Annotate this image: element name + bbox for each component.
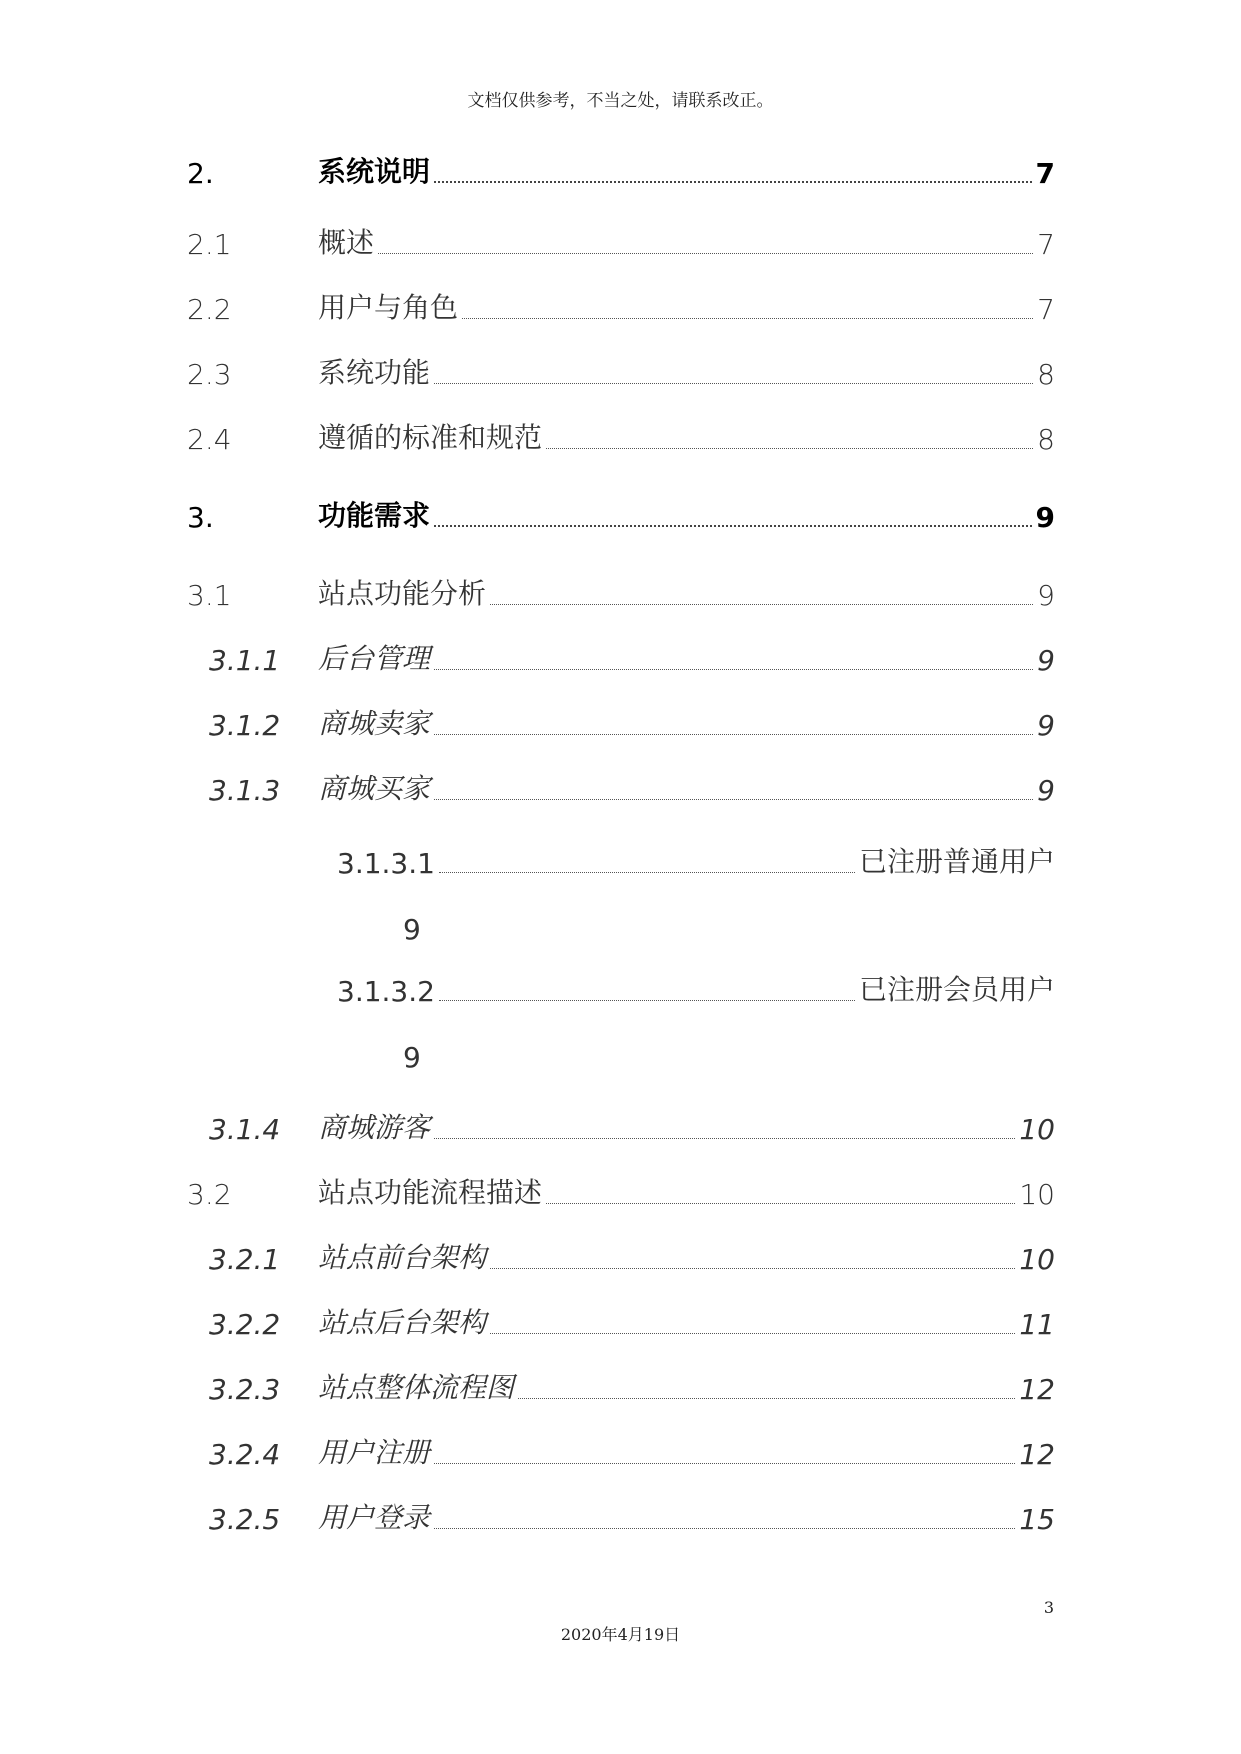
toc-entry[interactable] xyxy=(187,1236,1055,1276)
toc-number: 3.2 xyxy=(187,1178,232,1211)
toc-page: 9 xyxy=(403,913,421,946)
toc-title: 用户注册 xyxy=(318,1436,431,1469)
toc-page: 9 xyxy=(1037,709,1055,742)
toc-title: 用户登录 xyxy=(318,1501,431,1534)
toc-entry[interactable] xyxy=(187,767,1055,807)
toc-page: 7 xyxy=(1037,228,1055,261)
toc-number: 3.1.3.2 xyxy=(337,975,435,1008)
toc-entry[interactable] xyxy=(187,150,1055,190)
toc-leader xyxy=(439,872,855,873)
toc-page: 10 xyxy=(1019,1178,1055,1211)
page-number: 3 xyxy=(1043,1598,1054,1617)
toc-title: 站点后台架构 xyxy=(318,1306,487,1339)
toc-number: 3. xyxy=(187,501,214,534)
toc-entry[interactable] xyxy=(187,1106,1055,1146)
toc-entry[interactable] xyxy=(187,1366,1055,1406)
toc-entry[interactable] xyxy=(337,968,1055,1008)
toc-leader xyxy=(439,1000,855,1001)
toc-title: 商城游客 xyxy=(318,1111,431,1144)
toc-title: 站点功能流程描述 xyxy=(318,1176,543,1209)
toc-page: 15 xyxy=(1019,1503,1055,1536)
toc-number: 2. xyxy=(187,157,214,190)
toc-number: 3.1.2 xyxy=(209,709,281,742)
toc-title: 遵循的标准和规范 xyxy=(318,421,543,454)
toc-entry[interactable] xyxy=(187,572,1055,612)
toc-title: 已注册会员用户 xyxy=(858,973,1055,1006)
toc-leader xyxy=(378,253,1033,254)
toc-leader xyxy=(462,318,1033,319)
toc-page: 11 xyxy=(1019,1308,1055,1341)
toc-entry[interactable] xyxy=(187,351,1055,391)
toc-leader xyxy=(434,669,1033,670)
toc-number: 3.1.3 xyxy=(209,774,281,807)
toc-title: 用户与角色 xyxy=(318,291,459,324)
toc-leader xyxy=(490,604,1033,605)
toc-page: 9 xyxy=(403,1041,421,1074)
toc-page: 8 xyxy=(1037,423,1055,456)
toc-entry[interactable] xyxy=(187,286,1055,326)
toc-entry[interactable] xyxy=(187,1431,1055,1471)
toc-entry[interactable] xyxy=(187,221,1055,261)
page-header: 文档仅供参考，不当之处，请联系改正。 xyxy=(467,91,774,111)
toc-title: 功能需求 xyxy=(318,499,431,532)
toc-page: 7 xyxy=(1037,293,1055,326)
toc-entry[interactable] xyxy=(337,840,1055,880)
toc-leader xyxy=(546,448,1033,449)
toc-title: 系统说明 xyxy=(318,155,431,188)
toc-leader xyxy=(434,383,1033,384)
toc-title: 系统功能 xyxy=(318,356,431,389)
toc-number: 3.2.1 xyxy=(209,1243,281,1276)
footer-date: 2020年4月19日 xyxy=(560,1625,681,1644)
toc-entry[interactable] xyxy=(187,1301,1055,1341)
toc-page: 8 xyxy=(1037,358,1055,391)
toc-entry[interactable] xyxy=(187,494,1055,534)
toc-leader xyxy=(434,1138,1015,1139)
toc-number: 2.4 xyxy=(187,423,232,456)
toc-page: 10 xyxy=(1019,1243,1055,1276)
toc-leader xyxy=(490,1333,1015,1334)
toc-entry[interactable] xyxy=(187,1171,1055,1211)
toc-page: 12 xyxy=(1019,1438,1055,1471)
toc-page: 12 xyxy=(1019,1373,1055,1406)
toc-leader xyxy=(546,1203,1015,1204)
toc-leader xyxy=(434,1463,1015,1464)
toc-number: 3.2.2 xyxy=(209,1308,281,1341)
toc-page: 9 xyxy=(1037,579,1055,612)
toc-entry[interactable] xyxy=(187,416,1055,456)
toc-number: 3.1.4 xyxy=(209,1113,281,1146)
toc-number: 3.1.3.1 xyxy=(337,847,435,880)
toc-number: 3.2.3 xyxy=(209,1373,281,1406)
toc-page: 9 xyxy=(1037,774,1055,807)
toc-number: 3.2.4 xyxy=(209,1438,281,1471)
toc-title: 已注册普通用户 xyxy=(858,845,1055,878)
toc-number: 2.1 xyxy=(187,228,232,261)
toc-title: 站点前台架构 xyxy=(318,1241,487,1274)
toc-number: 3.1 xyxy=(187,579,232,612)
toc-number: 3.2.5 xyxy=(209,1503,281,1536)
toc-page: 10 xyxy=(1019,1113,1055,1146)
toc-title: 站点整体流程图 xyxy=(318,1371,515,1404)
toc-entry[interactable] xyxy=(187,637,1055,677)
toc-leader xyxy=(434,734,1033,735)
toc-number: 2.3 xyxy=(187,358,232,391)
toc-entry[interactable] xyxy=(187,702,1055,742)
toc-leader xyxy=(518,1398,1015,1399)
toc-title: 概述 xyxy=(318,226,375,259)
toc-title: 站点功能分析 xyxy=(318,577,487,610)
toc-leader xyxy=(434,799,1033,800)
toc-number: 2.2 xyxy=(187,293,232,326)
toc-page: 7 xyxy=(1035,157,1055,190)
toc-title: 商城卖家 xyxy=(318,707,431,740)
toc-leader xyxy=(434,525,1032,527)
toc-entry[interactable] xyxy=(187,1496,1055,1536)
toc-leader xyxy=(434,181,1032,183)
toc-leader xyxy=(490,1268,1015,1269)
toc-title: 商城买家 xyxy=(318,772,431,805)
toc-leader xyxy=(434,1528,1015,1529)
toc-title: 后台管理 xyxy=(318,642,431,675)
toc-page: 9 xyxy=(1035,501,1055,534)
toc-page: 9 xyxy=(1037,644,1055,677)
toc-number: 3.1.1 xyxy=(209,644,281,677)
